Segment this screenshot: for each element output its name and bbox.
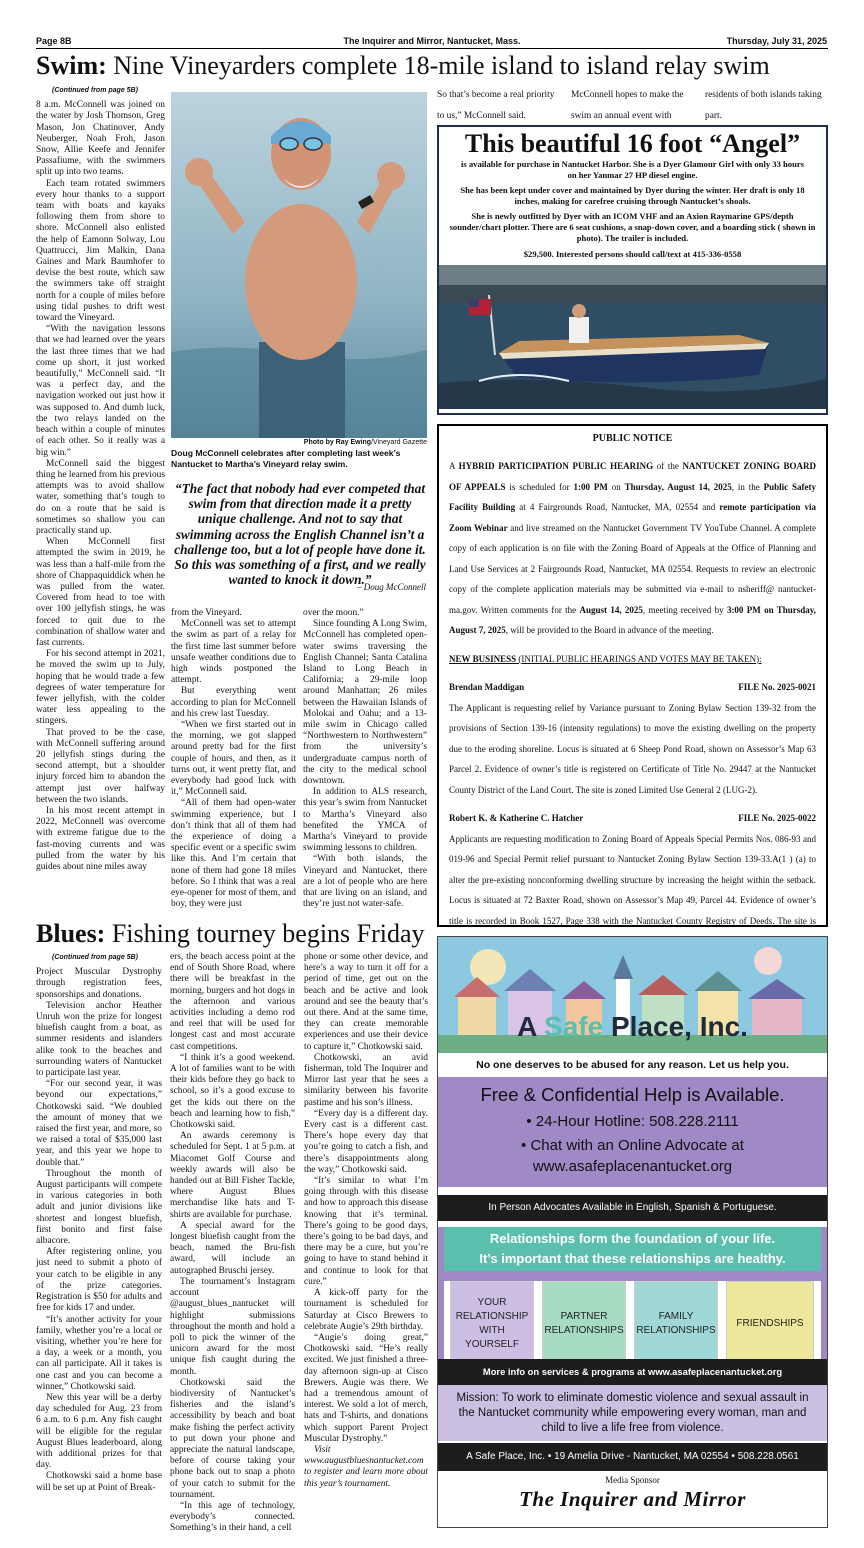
swim-carry-a: So that’s become a real priority to us,” McConnell said. (437, 90, 555, 121)
blues-kicker: Blues: (36, 919, 106, 948)
card-friendships: FRIENDSHIPS (726, 1281, 814, 1367)
text: 3:00 PM on Thursday, August 7, 2025 (449, 604, 817, 635)
paragraph: “I think it’s a good weekend. A lot of families want to be with their kids before they go back to school, so it’s a good excuse to get the kids out there on the beach and learning how to fish,” Chotkowski said. (170, 1052, 295, 1131)
text: at 4 Fairgrounds Road, Nantucket, MA, 02554 and (515, 502, 720, 512)
text: of the (653, 461, 683, 471)
notice-new-business (449, 649, 816, 670)
case-file-number: FILE No. 2025-0022 (738, 813, 816, 823)
paragraph: In addition to ALS research, this year’s swim from Nantucket to Martha’s Vineyard also benefited the YMCA of Martha’s Vineyard to provide swimming lessons to children. (303, 787, 427, 854)
paragraph: For his second attempt in 2021, he moved the swim up to July, hoping that he would trade a few degrees of water temperature for fewer jellyfish, with the colder water less appealing to the stingers. (36, 649, 165, 727)
paragraph: Chotkowski said a home base will be set up at Point of Break- (36, 1471, 162, 1493)
public-notice (437, 424, 828, 927)
paragraph: New this year will be a derby day scheduled for Aug. 23 from 6 a.m. to 6 p.m. Any fish caught will be eligible for the regular August Blues leaderboard, along with additional prizes for that day. (36, 1392, 162, 1471)
paragraph: “In this age of technology, everybody’s connected. Something’s in their hand, a cell (170, 1500, 295, 1534)
text: and live streamed on the Nantucket Government TV YouTube Channel. A complete copy of each application is on file with the Zoning Board of Appeals at the Office of Planning and Land Use Services at 2 Fairgrounds Road, Nantucket, MA 02554. Requests to review an electronic copy of the complete application materials may be submitted via e-mail to nsheriff@ nantucket-ma.gov. Written comments for the (449, 522, 816, 615)
paragraph: “When we first started out in the morning, we got slapped around pretty bad for the first couple of hours, and then, as it turns out, it went pretty flat, and everybody had good luck with it,” McConnell said. (171, 720, 296, 798)
pull-quote: “The fact that nobody had ever competed that swim from that direction made it a pretty unique challenge. And not to say that swimming across the English Channel isn’t a challenge too, but a lot of people have done it. So this was something of a first, and we really wanted to knock it down.” (174, 481, 426, 588)
paragraph: When McConnell first attempted the swim in 2019, he was less than a half-mile from the shore of Chappaquiddick when he was pulled from the water. Covered from head to toe with over 100 jellyfish stings, he was forced to quit due to the combination of shallow water and fast currents. (36, 537, 165, 648)
paragraph: McConnell was set to attempt the swim as part of a relay for the first time last summer before unsafe weather conditions due to high winds postponed the attempt. (171, 619, 296, 686)
paper-name: The Inquirer and Mirror, Nantucket, Mass. (343, 36, 521, 46)
boat-photo-image (439, 265, 826, 409)
card-partner: PARTNER RELATIONSHIPS (542, 1281, 626, 1367)
paragraph: from the Vineyard. (171, 608, 242, 618)
safe-place-ad (437, 936, 828, 1528)
blues-col-2 (170, 952, 295, 1534)
paragraph: “For our second year, it was beyond our expectations,” Chotkowski said. “We doubled the amount of money that we raised the first year, and more, so we raised a total of $35,000 last year, and this year we hope to double that.” (36, 1079, 162, 1168)
text: A (517, 1011, 545, 1042)
paragraph: McConnell said the biggest thing he learned from his previous attempts was to avoid shallow water, something that’s tough to do on a route that he said is sometimes so shallow you can practically stand up. (36, 458, 165, 536)
text: August 14, 2025 (579, 604, 643, 615)
case-1-text: The Applicant is requesting relief by Variance pursuant to Zoning Bylaw Section 139-32 from the provisions of Section 139-16 (intensity regulations) to move the existing dwelling on the property due to the eroding shoreline. Locus is situated at 6 Sheep Pond Road, shown on Assessor’s Map 63 Parcel 2. Evidence of owner’s title is registered on Certificate of Title No. 29447 at the Nantucket County District of the Land Court. The site is zoned Limited Use General 2 (LUG-2). (449, 702, 816, 795)
case-name: Robert K. & Katherine C. Hatcher (449, 813, 584, 823)
masthead-rule (36, 48, 828, 49)
notice-intro (449, 456, 816, 641)
case-1-header (449, 677, 816, 698)
text: NEW BUSINESS (449, 653, 517, 664)
paragraph: Visit www.augustbluesnantucket.com to register and learn more about this year’s tournament. (304, 1444, 428, 1489)
blues-continued: (Continued from page 5B) (52, 954, 138, 961)
paragraph: “All of them had open-water swimming experience, but I don’t think that all of them had the experience of doing a specific event or a specific swim like this. And I’m certain that none of them had gone 18 miles before. So I think that was a real eye-opener for most of them, and boy, they were just (171, 798, 296, 910)
boat-ad-line-1: is available for purchase in Nantucket Harbor. She is a Dyer Glamour Girl with only 33 hours on her Yanmar 27 HP diesel engine. (460, 159, 805, 180)
chat-line: • Chat with an Online Advocate at (521, 1137, 744, 1154)
boat-ad-line-2: She has been kept under cover and maintained by Dyer during the winter. Her draft is only 18 inches, making for carefree cruising through Nantucket’s shoals. (460, 185, 805, 206)
paragraph: The tournament’s Instagram account @august_blues_nantucket will highlight submissions throughout the month and hold a poll to pick the winner of the unicorn award for the most unique fish caught during the month. (170, 1276, 295, 1377)
photo-credit (171, 439, 427, 446)
page-number: Page 8B (36, 36, 72, 46)
paragraph: An awards ceremony is scheduled for Sept. 1 at 5 p.m. at Miacomet Golf Course and weekly awards will also be handed out at Bill Fisher Tackle, where August Blues merchandise like hats and T-shirts are available for purchase. (170, 1131, 295, 1220)
text: 1:00 PM (573, 481, 608, 492)
paragraph: But everything went according to plan for McConnell and his crew last Tuesday. (171, 686, 296, 719)
boat-sale-ad (437, 125, 828, 415)
paragraph: “With the navigation lessons that we had learned over the years the last three times that we had come up short, it just worked beautifully,” McConnell said. “It was a perfect day, and the navigation worked out just how it was supposed to. And dumb luck, the two relays landed on the beach within a couple of minutes of each other. So it really was a big win.” (36, 324, 165, 458)
text: is scheduled for (505, 481, 574, 492)
paragraph: Since founding A Long Swim, McConnell has completed open-water swims traversing the English Channel; Santa Catalina Island to Long Beach in California; a 29-mile loop around Manhattan; 26 miles between the Hawaiian Islands of Molokai and Oahu; and a 13-mile swim in Chicago called “Northwestern to Northwestern” from the university’s undergraduate campus north of the city to the medical school downtown. (303, 619, 427, 787)
rel-line-2: It’s important that these relationships are healthy. (479, 1251, 786, 1266)
photo-credit-name: Photo by Ray Ewing (303, 439, 372, 446)
swim-headline (36, 52, 770, 80)
paragraph: Each team rotated swimmers every hour thanks to a support team with boats and kayaks following them from shore to shore. McConnell also enlisted the help of Eamonn Solway, Lou Quattrucci, Jim Malkin, Dana Gaines and Mark Baumhofer to devise the best route, which saw the swimmers take off straight north for a couple of miles before using tidal pushes to drift west toward the Vineyard. (36, 178, 165, 324)
issue-date: Thursday, July 31, 2025 (726, 36, 827, 46)
swim-col-3 (303, 608, 427, 953)
website: www.asafeplacenantucket.org (532, 1158, 733, 1175)
boat-ad-title: This beautiful 16 foot “Angel” (464, 129, 801, 158)
paragraph: Chotkowski, an avid fisherman, told The Inquirer and Mirror last year that he sees a similarity between his favorite pastime and his son’s illness. (304, 1052, 428, 1108)
paragraph: A kick-off party for the tournament is scheduled for Saturday at Cisco Brewers to celebrate Augie’s 29th birthday. (304, 1288, 428, 1332)
paragraph: A special award for the longest bluefish caught from the beach, named the Bru-fish award, will include an autographed Bruschi jersey. (170, 1220, 295, 1276)
swim-carry-c: residents of both islands taking part. (705, 90, 822, 121)
address-bar: A Safe Place, Inc. • 19 Amelia Drive - Nantucket, MA 02554 • 508.228.0561 (438, 1443, 827, 1471)
swim-carry-b: McConnell hopes to make the swim an annual event with (571, 90, 684, 121)
case-2-text: Applicants are requesting modification to Zoning Board of Appeals Special Permits Nos. 086-93 and 019-96 and Special Permit relief pursuant to Nantucket Zoning Bylaw Section 139-33.A(1 ) (a) to alter the pre-existing nonconforming dwelling structure by increasing the height within the setback. Locus is situated at 72 Baxter Road, shown on Assessor’s Map 49, Parcel 44. Evidence of owner’s title is recorded in Book 1527, Page 338 with the Nantucket County Registry of Deeds. The site is (449, 833, 816, 926)
card-family: FAMILY RELATIONSHIPS (634, 1281, 718, 1367)
photo-caption: Doug McConnell celebrates after completing last week’s Nantucket to Martha’s Vineyard relay swim. (171, 448, 401, 469)
text: NANTUCKET ZONING BOARD OF APPEALS (449, 461, 816, 492)
pull-quote-attribution: – Doug McConnell (357, 582, 426, 592)
swim-photo (171, 92, 427, 438)
case-file-number: FILE No. 2025-0021 (738, 682, 816, 692)
rel-line-1: Relationships form the foundation of your life. (489, 1231, 776, 1246)
relationships-banner (444, 1227, 821, 1271)
text: Safe (544, 1011, 604, 1042)
paragraph: “It’s another activity for your family, whether you’re a local or visiting, whether you’re here for a day, a week or a month, you can all participate. All it takes is one cast and you can become a winner,” Chotkowski said. (36, 1314, 162, 1392)
swimmer-photo-image (171, 92, 427, 438)
paragraph: “Every day is a different day. Every cast is a different cast. There’s hope every day that you’re going to catch a fish, and there’s disappointments along the way,” Chotkowski said. (304, 1108, 428, 1175)
swim-kicker: Swim: (36, 51, 107, 80)
mission: Mission: To work to eliminate domestic violence and sexual assault in the Nantucket community while empowering every woman, man and child to live a life free from violence. (438, 1385, 827, 1441)
text: Place, Inc. (603, 1011, 748, 1042)
text: Thursday, August 14, 2025 (624, 481, 732, 492)
paragraph: Television anchor Heather Unruh won the prize for longest bluefish caught from a boat, as summer residents and islanders alike took to the beaches and surrounding waters of Nantucket to participate last year. (36, 1000, 162, 1079)
card-self: YOUR RELATIONSHIP WITH YOURSELF (450, 1281, 534, 1367)
paragraph: “It’s similar to what I’m going through with this disease and how to approach this disease knowing that it’s terminal. There’s going to be good days, there’s going to be bad days, and there may be a cure, but you’re going to have to stand behind it and continue to look for that cure.” (304, 1176, 428, 1287)
text: Public Safety Facility Building (449, 481, 816, 512)
paragraph: 8 a.m. McConnell was joined on the water by Josh Thomson, Greg Mason, Jon Chatinover, Andy Neuberger, Noah Froh, Jason Snow, Allie Keefe and Jennifer Passafiume, with the swimmers split up into two teams. (36, 100, 165, 178)
paragraph: In his most recent attempt in 2022, McConnell was overcome with extreme fatigue due to the fast-moving currents and was pulled from the water by his guides about nine miles away (36, 806, 165, 873)
blues-col-1 (36, 952, 162, 1512)
text: , meeting received by (642, 604, 727, 615)
paragraph: phone or some other device, and here’s a way to turn it off for a period of time, get out on the beach and be active and look around and see the beauty that’s out there. And at the same time, they can create memorable experiences and use their device to capture it,” Chotkowski said. (304, 952, 428, 1052)
boat-ad-price: $29,500. Interested persons should call/text at 415-336-0558 (523, 249, 742, 259)
safe-place-logo (438, 1011, 827, 1043)
text: A (449, 461, 459, 471)
swim-continued: (Continued from page 5B) (52, 87, 138, 94)
advocates-bar: In Person Advocates Available in English, Spanish & Portuguese. (438, 1195, 827, 1221)
paragraph: That proved to be the case, with McConnell suffering around 20 jellyfish stings during the second attempt, but a shoulder injury forced him to abandon the attempt just over halfway between the two islands. (36, 727, 165, 805)
text: , will be provided to the Board in advance of the meeting. (505, 625, 714, 635)
paragraph: over the moon.” (303, 608, 364, 618)
text: , in the (731, 481, 764, 492)
blues-col-3 (304, 952, 428, 1512)
paragraph: Chotkowski said the biodiversity of Nantucket’s fisheries and the island’s accessibility by beach and boat make fishing the perfect activity to put down your phone and appreciate the natural landscape, before of course taking your phone back out to snap a photo of your catch to submit for the tournament. (170, 1377, 295, 1500)
sponsor-name: The Inquirer and Mirror (519, 1487, 746, 1511)
paragraph: “Augie’s doing great,” Chotkowski said. “He’s really excited. We just finished a three-day afternoon sign-up at Cisco Brewers. Augie was there. We had a tremendous amount of interest. We sold a lot of merch, hats and T-shirts, and donations which support Parent Project Muscular Dystrophy.” (304, 1332, 428, 1444)
text: HYBRID PARTICIPATION PUBLIC HEARING (458, 461, 654, 471)
blues-headline (36, 920, 425, 948)
text: remote participation via Zoom Webinar (449, 502, 817, 533)
swim-col-1 (36, 85, 165, 965)
text: (INITIAL PUBLIC HEARINGS AND VOTES MAY BE TAKEN): (516, 653, 762, 664)
paragraph: Throughout the month of August participants will compete in various categories in both adult and junior divisions like shortest and longest bluefish, first bonito and first false albacore. (36, 1168, 162, 1247)
case-name: Brendan Maddigan (449, 682, 525, 692)
hotline: • 24-Hour Hotline: 508.228.2111 (526, 1113, 739, 1130)
paragraph: “With both islands, the Vineyard and Nantucket, there are a lot of people who are here that are living on an island, and they’re just not water-safe. (303, 854, 427, 910)
sponsor-label: Media Sponsor (605, 1475, 660, 1485)
notice-title: PUBLIC NOTICE (592, 433, 673, 444)
paragraph: ers, the beach access point at the end of South Shore Road, where there will be breakfast in the morning, burgers and hot dogs in the afternoon and various activities including a demo rod and reel that will be used for longest cast and most accurate cast competitions. (170, 952, 295, 1052)
swim-col-2 (171, 608, 296, 953)
blues-title: Fishing tourney begins Friday (111, 919, 425, 948)
help-panel (438, 1077, 827, 1187)
help-title: Free & Confidential Help is Available. (480, 1084, 785, 1105)
safe-place-tagline: No one deserves to be abused for any reason. Let us help you. (438, 1055, 827, 1075)
text: on (607, 481, 625, 492)
case-2-header (449, 808, 816, 829)
paragraph: After registering online, you just need to submit a photo of your catch to be eligible in any of the prize categories. Registration is $50 for adults and free for kids 17 and under. (36, 1247, 162, 1314)
swim-title: Nine Vineyarders complete 18-mile island to island relay swim (113, 51, 770, 80)
more-info-bar: More info on services & programs at www.asafeplacenantucket.org (438, 1359, 827, 1385)
paragraph: Project Muscular Dystrophy through registration fees, sponsorships and donations. (36, 967, 162, 1000)
boat-ad-line-3: She is newly outfitted by Dyer with an ICOM VHF and an Axion Raymarine GPS/depth sounder/chart plotter. There are 6 seat cushions, a snap-down cover, and a boarding stick ( shown in photo). The trailer is included. (449, 211, 816, 243)
photo-credit-org: /Vineyard Gazette (371, 439, 427, 446)
